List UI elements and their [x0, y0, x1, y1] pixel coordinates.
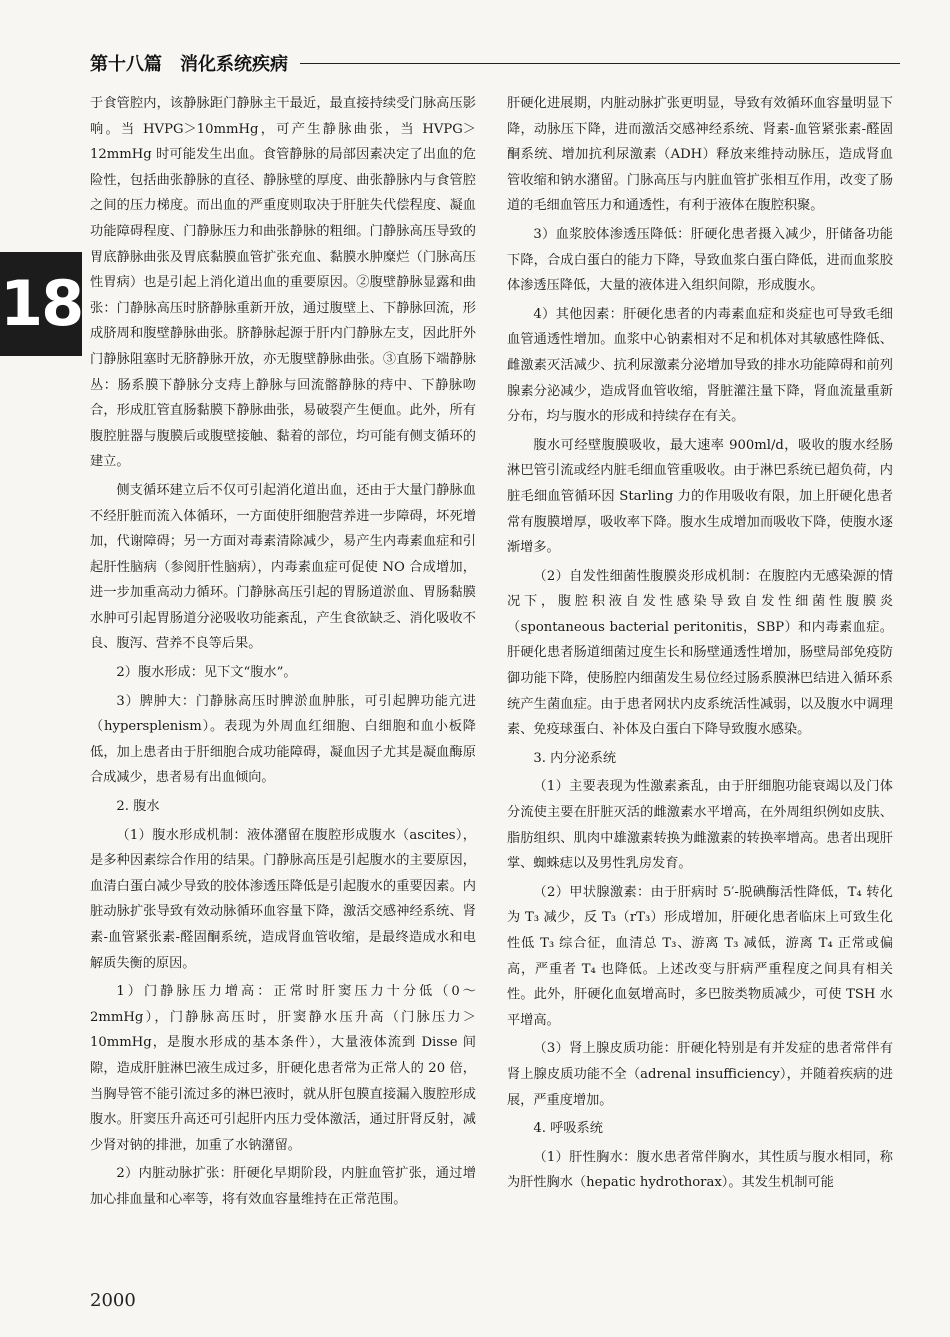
paragraph: 2）内脏动脉扩张：肝硬化早期阶段，内脏血管扩张，通过增加心排血量和心率等，将有效血容量维持在正常范围。	[90, 1166, 476, 1207]
right-column	[507, 91, 893, 1196]
section-heading: 4. 呼吸系统	[533, 1121, 603, 1137]
paragraph: 2）腹水形成：见下文“腹水”。	[116, 665, 297, 681]
paragraph: （2）自发性细菌性腹膜炎形成机制：在腹腔内无感染源的情况下，腹腔积液自发性感染导致自发性细菌性腹膜炎（spontaneous bacterial peritonitis，SBP）和内毒素血症。肝硬化患者肠道细菌过度生长和肠壁通透性增加，肠壁局部免疫防御功能下降，使肠腔内细菌发生易位经过肠系膜淋巴结进入循环系统产生菌血症。由于患者网状内皮系统活性减弱，以及腹水中调理素、免疫球蛋白、补体及白蛋白下降导致腹水感染。	[507, 568, 893, 738]
page-number: 2000	[90, 1290, 136, 1311]
section-heading: 2. 腹水	[116, 799, 160, 815]
header-section-title: 消化系统疾病	[180, 54, 288, 75]
section-heading: 3. 内分泌系统	[533, 750, 617, 766]
paragraph: 肝硬化进展期，内脏动脉扩张更明显，导致有效循环血容量明显下降，动脉压下降，进而激活交感神经系统、肾素-血管紧张素-醛固酮系统、增加抗利尿激素（ADH）释放来维持动脉压，造成肾血管收缩和钠水潴留。门脉高压与内脏血管扩张相互作用，改变了肠道的毛细血管压力和通透性，有利于液体在腹腔积聚。	[507, 96, 893, 214]
left-column	[90, 91, 476, 1213]
paragraph: 1）门静脉压力增高：正常时肝窦压力十分低（0～2mmHg），门静脉高压时，肝窦静水压升高（门脉压力＞10mmHg，是腹水形成的基本条件），大量液体流到 Disse 间隙，造成肝脏淋巴液生成过多，肝硬化患者常为正常人的 20 倍，当胸导管不能引流过多的淋巴液时，就从肝包膜直接漏入腹腔形成腹水。肝窦压升高还可引起肝内压力受体激活，通过肝肾反射，减少肾对钠的排泄，加重了水钠潴留。	[90, 984, 476, 1153]
header-rule	[300, 63, 900, 64]
paragraph: 3）血浆胶体渗透压降低：肝硬化患者摄入减少，肝储备功能下降，合成白蛋白的能力下降，导致血浆白蛋白降低，进而血浆胶体渗透压降低，大量的液体进入组织间隙，形成腹水。	[507, 226, 893, 294]
paragraph: （2）甲状腺激素：由于肝病时 5′-脱碘酶活性降低，T₄ 转化为 T₃ 减少，反 T₃（rT₃）形成增加，肝硬化患者临床上可致生化性低 T₃ 综合征，血清总 T₃、游离 T₃ 减低，游离 T₄ 正常或偏高，严重者 T₄ 也降低。上述改变与肝病严重程度之间具有相关性。此外，肝硬化血氨增高时，多巴胺类物质减少，可使 TSH 水平增高。	[507, 884, 893, 1028]
paragraph: （1）腹水形成机制：液体潴留在腹腔形成腹水（ascites），是多种因素综合作用的结果。门静脉高压是引起腹水的主要原因，血清白蛋白减少导致的胶体渗透压降低是引起腹水的重要因素。内脏动脉扩张导致有效动脉循环血容量下降，激活交感神经系统、肾素-血管紧张素-醛固酮系统，造成肾血管收缩，是最终造成水和电解质失衡的原因。	[90, 827, 476, 971]
paragraph: 3）脾肿大：门静脉高压时脾淤血肿胀，可引起脾功能亢进（hypersplenism）。表现为外周血红细胞、白细胞和血小板降低，加上患者由于肝细胞合成功能障碍，凝血因子尤其是凝血酶原合成减少，患者易有出血倾向。	[90, 693, 476, 786]
paragraph: 于食管腔内，该静脉距门静脉主干最近，最直接持续受门脉高压影响。当 HVPG＞10mmHg，可产生静脉曲张，当 HVPG＞12mmHg 时可能发生出血。食管静脉的局部因素决定了出血的危险性，包括曲张静脉的直径、静脉壁的厚度、曲张静脉内与食管腔之间的压力梯度。而出血的严重度则取决于肝脏失代偿程度、凝血功能障碍程度、门静脉压力和曲张静脉的粗细。门静脉高压导致的胃底静脉曲张及胃底黏膜血管扩张充血、黏膜水肿糜烂（门脉高压性胃病）也是引起上消化道出血的重要原因。②腹壁静脉显露和曲张：门静脉高压时脐静脉重新开放，通过腹壁上、下静脉回流，形成脐周和腹壁静脉曲张。脐静脉起源于肝内门静脉左支，因此肝外门静脉阻塞时无脐静脉开放，亦无腹壁静脉曲张。③直肠下端静脉丛：肠系膜下静脉分支痔上静脉与回流髂静脉的痔中、下静脉吻合，形成肛管直肠黏膜下静脉曲张，易破裂产生便血。此外，所有腹腔脏器与腹膜后或腹壁接触、黏着的部位，均可能有侧支循环的建立。	[90, 96, 476, 470]
paragraph: （1）主要表现为性激素紊乱，由于肝细胞功能衰竭以及门体分流使主要在肝脏灭活的雌激素水平增高，在外周组织例如皮肤、脂肪组织、肌肉中雄激素转换为雌激素的转换率增高。患者出现肝掌、蜘蛛痣以及男性乳房发育。	[507, 779, 893, 872]
paragraph: 侧支循环建立后不仅可引起消化道出血，还由于大量门静脉血不经肝脏而流入体循环，一方面使肝细胞营养进一步障碍，坏死增加，代谢障碍；另一方面对毒素清除减少，易产生内毒素血症和引起肝性脑病（参阅肝性脑病），内毒素血症可促使 NO 合成增加，进一步加重高动力循环。门静脉高压引起的胃肠道淤血、胃肠黏膜水肿可引起胃肠道分泌吸收功能紊乱，产生食欲缺乏、消化吸收不良、腹泻、营养不良等后果。	[90, 482, 476, 652]
chapter-tab: 18	[0, 252, 82, 356]
header-part-label: 第十八篇	[90, 54, 162, 75]
paragraph: （3）肾上腺皮质功能：肝硬化特别是有并发症的患者常伴有肾上腺皮质功能不全（adrenal insufficiency），并随着疾病的进展，严重度增加。	[507, 1041, 893, 1108]
paragraph: 腹水可经壁腹膜吸收，最大速率 900ml/d，吸收的腹水经肠淋巴管引流或经内脏毛细血管重吸收。由于淋巴系统已超负荷，内脏毛细血管循环因 Starling 力的作用吸收有限，加上肝硬化患者常有腹膜增厚，吸收率下降。腹水生成增加而吸收下降，使腹水逐渐增多。	[507, 437, 893, 556]
paragraph: 4）其他因素：肝硬化患者的内毒素血症和炎症也可导致毛细血管通透性增加。血浆中心钠素相对不足和机体对其敏感性降低、雌激素灭活减少、抗利尿激素分泌增加导致的排水功能障碍和前列腺素分泌减少，造成肾血管收缩，肾脏灌注量下降，肾血流量重新分布，均与腹水的形成和持续存在有关。	[507, 306, 893, 425]
paragraph: （1）肝性胸水：腹水患者常伴胸水，其性质与腹水相同，称为肝性胸水（hepatic hydrothorax）。其发生机制可能	[507, 1149, 893, 1191]
running-header	[90, 50, 900, 76]
